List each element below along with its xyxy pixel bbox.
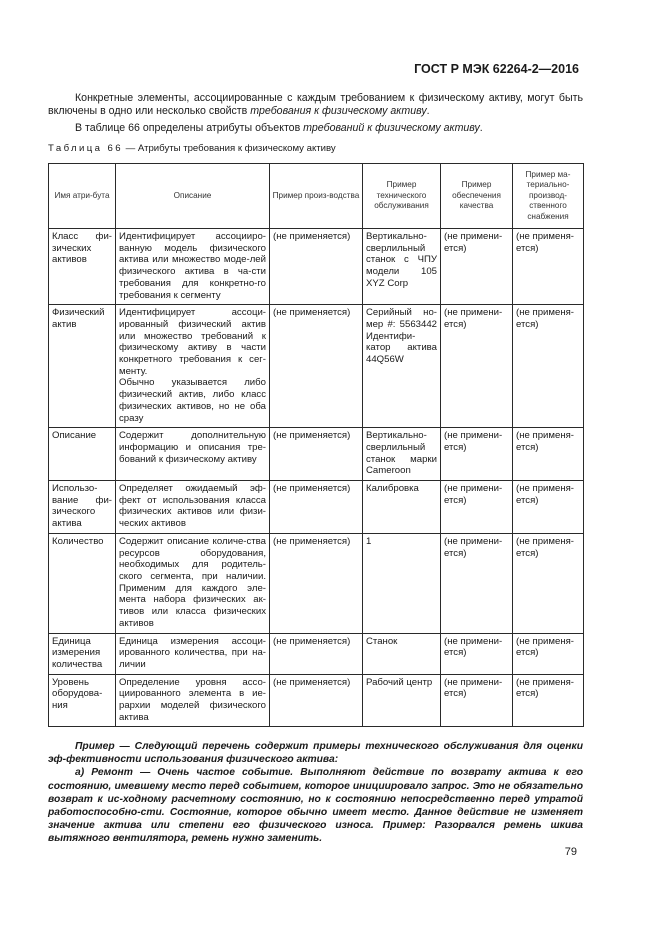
table-header-row: [49, 164, 584, 229]
header-inventory-example: Пример ма-териально-производ-ственного снабжения: [513, 164, 584, 229]
cell-production: (не применяется): [270, 674, 363, 727]
cell-production: (не применяется): [270, 533, 363, 633]
cell-quality: (не примени-ется): [441, 428, 513, 481]
table-row: [49, 229, 584, 305]
cell-inventory: (не применя-ется): [513, 305, 584, 428]
table-row: [49, 533, 584, 633]
table-row: [49, 428, 584, 481]
cell-quality: (не примени-ется): [441, 305, 513, 428]
cell-inventory: (не применя-ется): [513, 633, 584, 674]
cell-description: Содержит описание количе-ства ресурсов оборудования, необходимых для родитель-ского сегмента, при наличии. Применим для каждого эле-мента набора физических ак-тивов или класса физических активов: [116, 533, 270, 633]
intro-paragraph-1: Конкретные элементы, ассоциированные с каждым требованием к физическому активу, могут быть включены в одно или несколько свойств требования к физическому активу.: [48, 92, 583, 118]
cell-maintenance: 1: [363, 533, 441, 633]
cell-attribute-name: Количество: [49, 533, 116, 633]
attributes-table: [48, 163, 584, 727]
table-row: [49, 674, 584, 727]
cell-quality: (не примени-ется): [441, 481, 513, 534]
note-paragraph-1: Пример — Следующий перечень содержит примеры технического обслуживания для оценки эф-фективности использования физического актива:: [48, 741, 583, 766]
note-paragraph-2: а) Ремонт — Очень частое событие. Выполняют действие по возврату актива к его состоянию, имевшему место перед событием, которое инициировало запрос. Это не обязательно возврат к ис-ходному расчетному состоянию, но к состоянию непосредственно перед утратой работоспособно-сти. Состояние, которое обычно имеет место. Данное действие не изменяет значение актива или степени его физического износа. Пример: Разорвался ремень шкива вытяжного вентилятора, ремень нужно заменить.: [48, 767, 583, 845]
cell-maintenance: Калибровка: [363, 481, 441, 534]
cell-inventory: (не применя-ется): [513, 481, 584, 534]
intro-text: [48, 92, 583, 136]
intro-paragraph-2: В таблице 66 определены атрибуты объектов требований к физическому активу.: [75, 122, 483, 135]
header-attribute-name: Имя атри-бута: [49, 164, 116, 229]
cell-inventory: (не применя-ется): [513, 533, 584, 633]
cell-maintenance: Станок: [363, 633, 441, 674]
cell-description: Единица измерения ассоци-ированного количества, при на-личии: [116, 633, 270, 674]
header-description: Описание: [116, 164, 270, 229]
cell-maintenance: Вертикально-сверлильный станок марки Cameroon: [363, 428, 441, 481]
cell-quality: (не примени-ется): [441, 533, 513, 633]
cell-inventory: (не применя-ется): [513, 674, 584, 727]
cell-attribute-name: Класс фи-зических активов: [49, 229, 116, 305]
cell-production: (не применяется): [270, 428, 363, 481]
cell-production: (не применяется): [270, 229, 363, 305]
table-row: [49, 633, 584, 674]
cell-production: (не применяется): [270, 633, 363, 674]
cell-quality: (не примени-ется): [441, 674, 513, 727]
header-quality-example: Пример обеспечения качества: [441, 164, 513, 229]
cell-attribute-name: Единица измерения количества: [49, 633, 116, 674]
cell-attribute-name: Использо-вание фи-зического актива: [49, 481, 116, 534]
cell-attribute-name: Уровень оборудова-ния: [49, 674, 116, 727]
cell-maintenance: Рабочий центр: [363, 674, 441, 727]
cell-quality: (не примени-ется): [441, 229, 513, 305]
header-production-example: Пример произ-водства: [270, 164, 363, 229]
cell-description: Содержит дополнительную информацию и описания тре-бований к физическому активу: [116, 428, 270, 481]
cell-inventory: (не применя-ется): [513, 229, 584, 305]
cell-description: Определение уровня ассо-циированного элемента в ие-рархии моделей физического актива: [116, 674, 270, 727]
table-caption: Таблица 66 — Атрибуты требования к физическому активу: [48, 143, 336, 154]
header-maintenance-example: Пример технического обслуживания: [363, 164, 441, 229]
cell-attribute-name: Описание: [49, 428, 116, 481]
cell-attribute-name: Физический актив: [49, 305, 116, 428]
cell-production: (не применяется): [270, 481, 363, 534]
page-number: 79: [564, 846, 577, 858]
document-header: ГОСТ Р МЭК 62264-2—2016: [414, 62, 579, 76]
table-row: [49, 305, 584, 428]
cell-description: Идентифицирует ассоци-ированный физический актив или множество требований к физическому активу в части конкретного требования к сег-менту. Обычно указывается либо физический актив, либо класс физических активов, но не оба сразу: [116, 305, 270, 428]
cell-maintenance: Вертикально-сверлильный станок с ЧПУ модели 105 XYZ Corp: [363, 229, 441, 305]
cell-inventory: (не применя-ется): [513, 428, 584, 481]
cell-production: (не применяется): [270, 305, 363, 428]
table-row: [49, 481, 584, 534]
cell-description: Определяет ожидаемый эф-фект от использования класса физических активов или физи-ческих активов: [116, 481, 270, 534]
cell-quality: (не примени-ется): [441, 633, 513, 674]
cell-description: Идентифицирует ассоцииро-ванную модель физического актива или множество моде-лей физического актива в ча-сти требования для конкретно-го требования к сегменту: [116, 229, 270, 305]
cell-maintenance: Серийный но-мер #: 5563442 Идентифи-катор актива 44Q56W: [363, 305, 441, 428]
example-note: [48, 740, 583, 846]
